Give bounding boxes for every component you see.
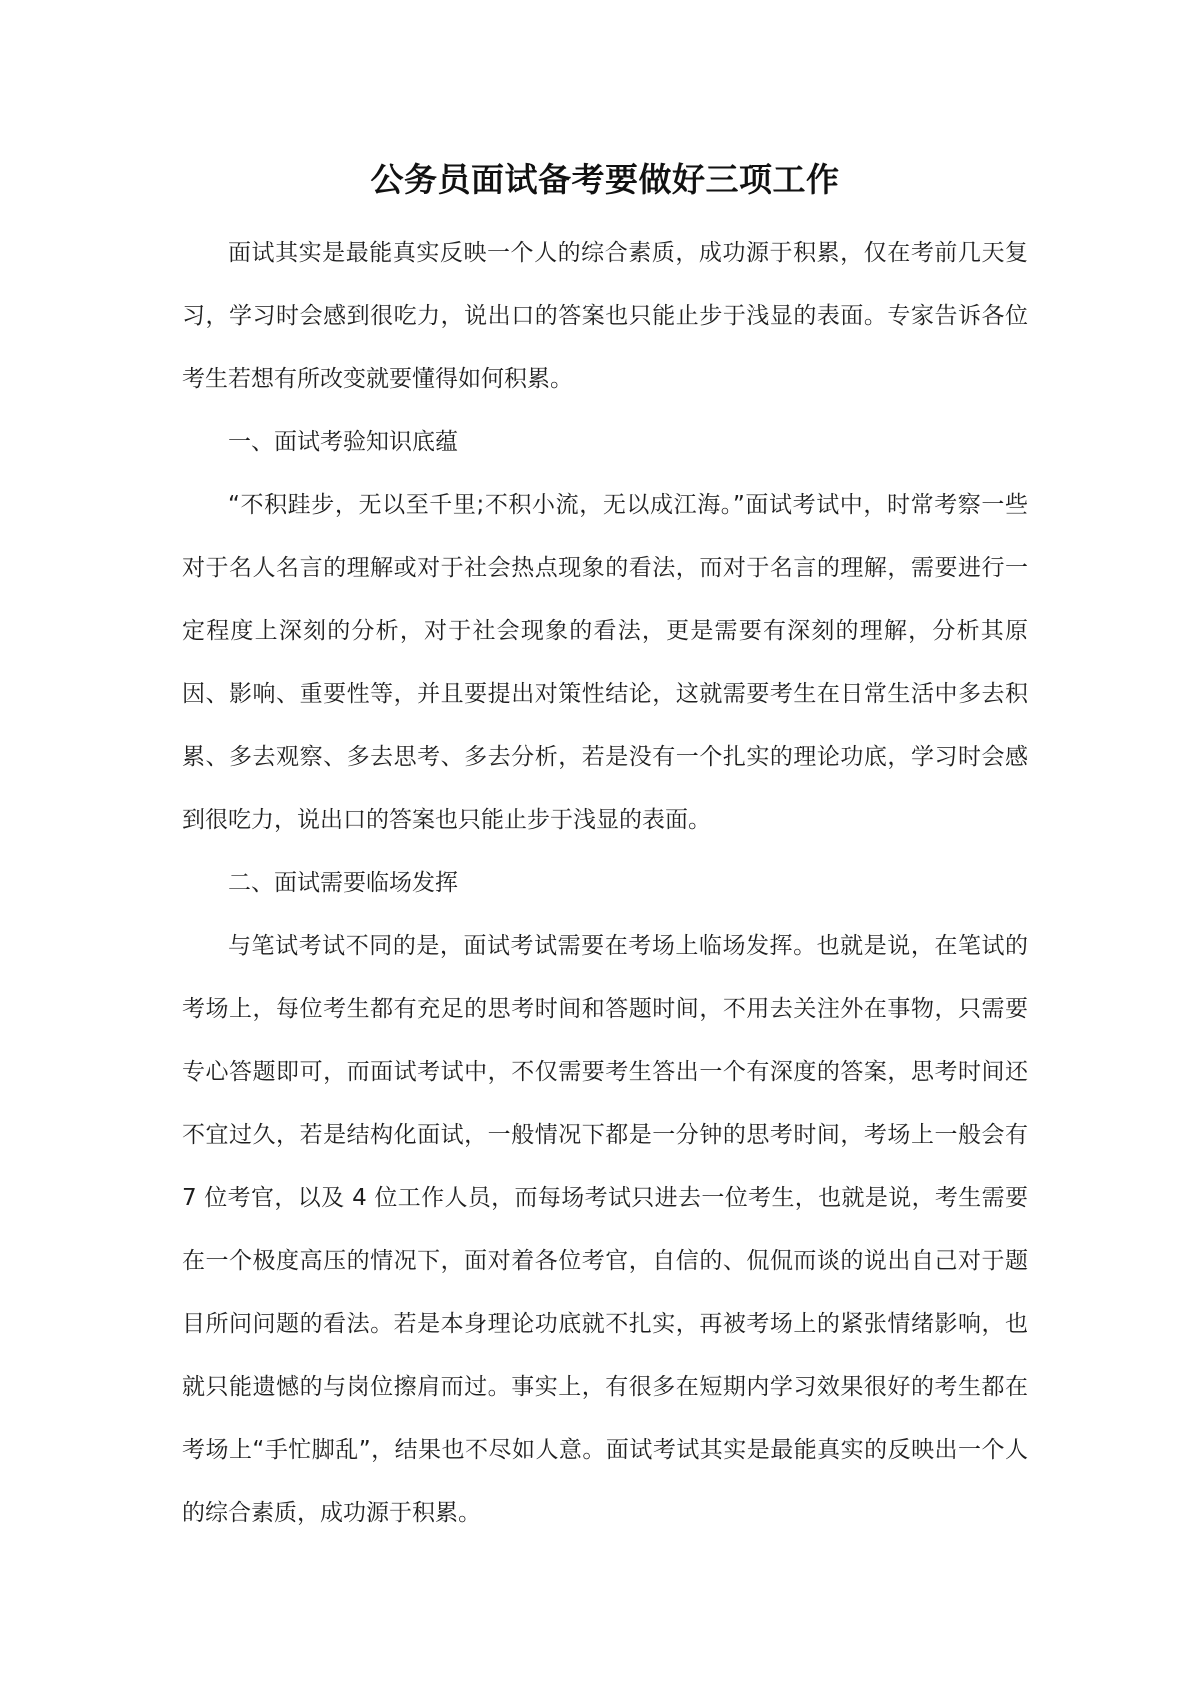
section-heading-2: 二、面试需要临场发挥 [228, 870, 458, 896]
document-title: 公务员面试备考要做好三项工作 [370, 160, 840, 199]
section-1-paragraph: “不积跬步，无以至千里;不积小流，无以成江海。”面试考试中，时常考察一些对于名人名言的理解或对于社会热点现象的看法，而对于名言的理解，需要进行一定程度上深刻的分析，对于社会现象的看法，更是需要有深刻的理解，分析其原因、影响、重要性等，并且要提出对策性结论，这就需要考生在日常生活中多去积累、多去观察、多去思考、多去分析，若是没有一个扎实的理论功底，学习时会感到很吃力，说出口的答案也只能止步于浅显的表面。 [182, 492, 1028, 833]
intro-paragraph: 面试其实是最能真实反映一个人的综合素质，成功源于积累，仅在考前几天复习，学习时会感到很吃力，说出口的答案也只能止步于浅显的表面。专家告诉各位考生若想有所改变就要懂得如何积累。 [182, 240, 1028, 392]
section-2-paragraph: 与笔试考试不同的是，面试考试需要在考场上临场发挥。也就是说，在笔试的考场上，每位考生都有充足的思考时间和答题时间，不用去关注外在事物，只需要专心答题即可，而面试考试中，不仅需要考生答出一个有深度的答案，思考时间还不宜过久，若是结构化面试，一般情况下都是一分钟的思考时间，考场上一般会有 7 位考官，以及 4 位工作人员，而每场考试只进去一位考生，也就是说，考生需要在一个极度高压的情况下，面对着各位考官，自信的、侃侃而谈的说出自己对于题目所问问题的看法。若是本身理论功底就不扎实，再被考场上的紧张情绪影响，也就只能遗憾的与岗位擦肩而过。事实上，有很多在短期内学习效果很好的考生都在考场上“手忙脚乱”，结果也不尽如人意。面试考试其实是最能真实的反映出一个人的综合素质，成功源于积累。 [182, 933, 1028, 1526]
section-heading-1: 一、面试考验知识底蕴 [228, 429, 458, 455]
document-page [182, 150, 1028, 1545]
